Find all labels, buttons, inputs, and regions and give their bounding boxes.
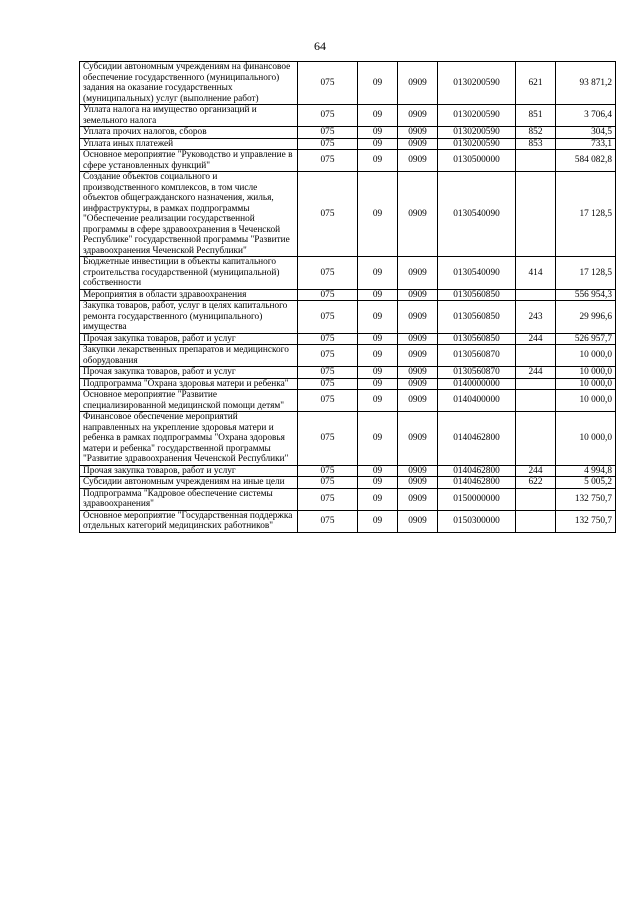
target-article-code: 0130560850 bbox=[438, 301, 516, 334]
amount-value: 29 996,6 bbox=[556, 301, 616, 334]
table-row bbox=[80, 301, 616, 334]
section-code: 09 bbox=[358, 367, 398, 379]
expense-type-code: 414 bbox=[516, 257, 556, 290]
expense-name: Бюджетные инвестиции в объекты капитального строительства государственной (муниципальной) собственности bbox=[80, 257, 298, 290]
target-article-code: 0130200590 bbox=[438, 62, 516, 105]
section-code: 09 bbox=[358, 510, 398, 532]
expense-type-code: 244 bbox=[516, 465, 556, 477]
target-article-code: 0140400000 bbox=[438, 390, 516, 412]
expense-type-code bbox=[516, 510, 556, 532]
amount-value: 10 000,0 bbox=[556, 390, 616, 412]
amount-value: 4 994,8 bbox=[556, 465, 616, 477]
amount-value: 304,5 bbox=[556, 127, 616, 139]
amount-value: 10 000,0 bbox=[556, 345, 616, 367]
ministry-code: 075 bbox=[298, 367, 358, 379]
section-code: 09 bbox=[358, 138, 398, 150]
expense-name: Основное мероприятие "Развитие специализированной медицинской помощи детям" bbox=[80, 390, 298, 412]
section-code: 09 bbox=[358, 150, 398, 172]
expense-name: Основное мероприятие "Руководство и управление в сфере установленных функций" bbox=[80, 150, 298, 172]
section-code: 09 bbox=[358, 465, 398, 477]
subsection-code: 0909 bbox=[398, 257, 438, 290]
section-code: 09 bbox=[358, 257, 398, 290]
section-code: 09 bbox=[358, 412, 398, 466]
table-row bbox=[80, 150, 616, 172]
expense-type-code bbox=[516, 378, 556, 390]
expense-type-code: 243 bbox=[516, 301, 556, 334]
target-article-code: 0140462800 bbox=[438, 465, 516, 477]
subsection-code: 0909 bbox=[398, 150, 438, 172]
expense-type-code bbox=[516, 488, 556, 510]
table-row bbox=[80, 412, 616, 466]
section-code: 09 bbox=[358, 333, 398, 345]
target-article-code: 0130560870 bbox=[438, 345, 516, 367]
expense-name: Закупка товаров, работ, услуг в целях капитального ремонта государственного (муниципального) имущества bbox=[80, 301, 298, 334]
expense-type-code bbox=[516, 172, 556, 257]
subsection-code: 0909 bbox=[398, 488, 438, 510]
table-row bbox=[80, 510, 616, 532]
ministry-code: 075 bbox=[298, 378, 358, 390]
amount-value: 93 871,2 bbox=[556, 62, 616, 105]
section-code: 09 bbox=[358, 62, 398, 105]
section-code: 09 bbox=[358, 289, 398, 301]
target-article-code: 0130560850 bbox=[438, 333, 516, 345]
subsection-code: 0909 bbox=[398, 465, 438, 477]
amount-value: 10 000,0 bbox=[556, 367, 616, 379]
table-row bbox=[80, 62, 616, 105]
subsection-code: 0909 bbox=[398, 367, 438, 379]
subsection-code: 0909 bbox=[398, 510, 438, 532]
table-row bbox=[80, 477, 616, 489]
target-article-code: 0150300000 bbox=[438, 510, 516, 532]
ministry-code: 075 bbox=[298, 345, 358, 367]
table-row bbox=[80, 172, 616, 257]
amount-value: 132 750,7 bbox=[556, 488, 616, 510]
amount-value: 556 954,3 bbox=[556, 289, 616, 301]
amount-value: 3 706,4 bbox=[556, 105, 616, 127]
section-code: 09 bbox=[358, 172, 398, 257]
expense-name: Прочая закупка товаров, работ и услуг bbox=[80, 367, 298, 379]
subsection-code: 0909 bbox=[398, 172, 438, 257]
expense-name: Прочая закупка товаров, работ и услуг bbox=[80, 465, 298, 477]
expense-type-code: 852 bbox=[516, 127, 556, 139]
table-row bbox=[80, 105, 616, 127]
budget-table bbox=[79, 61, 616, 533]
target-article-code: 0130540090 bbox=[438, 172, 516, 257]
expense-name: Подпрограмма "Кадровое обеспечение системы здравоохранения" bbox=[80, 488, 298, 510]
target-article-code: 0130500000 bbox=[438, 150, 516, 172]
subsection-code: 0909 bbox=[398, 345, 438, 367]
subsection-code: 0909 bbox=[398, 289, 438, 301]
section-code: 09 bbox=[358, 105, 398, 127]
amount-value: 17 128,5 bbox=[556, 172, 616, 257]
expense-type-code: 244 bbox=[516, 367, 556, 379]
table-row bbox=[80, 378, 616, 390]
expense-type-code bbox=[516, 412, 556, 466]
expense-type-code: 244 bbox=[516, 333, 556, 345]
expense-name: Мероприятия в области здравоохранения bbox=[80, 289, 298, 301]
subsection-code: 0909 bbox=[398, 301, 438, 334]
ministry-code: 075 bbox=[298, 172, 358, 257]
section-code: 09 bbox=[358, 477, 398, 489]
subsection-code: 0909 bbox=[398, 390, 438, 412]
ministry-code: 075 bbox=[298, 465, 358, 477]
target-article-code: 0130200590 bbox=[438, 138, 516, 150]
amount-value: 5 005,2 bbox=[556, 477, 616, 489]
section-code: 09 bbox=[358, 127, 398, 139]
ministry-code: 075 bbox=[298, 127, 358, 139]
table-row bbox=[80, 390, 616, 412]
subsection-code: 0909 bbox=[398, 138, 438, 150]
target-article-code: 0130560850 bbox=[438, 289, 516, 301]
ministry-code: 075 bbox=[298, 488, 358, 510]
table-row bbox=[80, 257, 616, 290]
expense-name: Прочая закупка товаров, работ и услуг bbox=[80, 333, 298, 345]
subsection-code: 0909 bbox=[398, 378, 438, 390]
target-article-code: 0130200590 bbox=[438, 127, 516, 139]
subsection-code: 0909 bbox=[398, 333, 438, 345]
expense-name: Субсидии автономным учреждениям на финансовое обеспечение государственного (муниципального) задания на оказание государственных (муниципальных) услуг (выполнение работ) bbox=[80, 62, 298, 105]
amount-value: 132 750,7 bbox=[556, 510, 616, 532]
table-row bbox=[80, 138, 616, 150]
subsection-code: 0909 bbox=[398, 127, 438, 139]
table-row bbox=[80, 345, 616, 367]
ministry-code: 075 bbox=[298, 150, 358, 172]
table-row bbox=[80, 465, 616, 477]
table-row bbox=[80, 127, 616, 139]
ministry-code: 075 bbox=[298, 138, 358, 150]
section-code: 09 bbox=[358, 378, 398, 390]
subsection-code: 0909 bbox=[398, 105, 438, 127]
expense-type-code: 851 bbox=[516, 105, 556, 127]
expense-type-code: 621 bbox=[516, 62, 556, 105]
ministry-code: 075 bbox=[298, 257, 358, 290]
expense-name: Уплата иных платежей bbox=[80, 138, 298, 150]
amount-value: 526 957,7 bbox=[556, 333, 616, 345]
ministry-code: 075 bbox=[298, 390, 358, 412]
expense-name: Финансовое обеспечение мероприятий направленных на укрепление здоровья матери и ребенка в рамках подпрограммы "Охрана здоровья матери и ребенка" государственной программы "Развитие здравоохранения Чеченской Республики" bbox=[80, 412, 298, 466]
expense-type-code: 853 bbox=[516, 138, 556, 150]
expense-type-code bbox=[516, 345, 556, 367]
expense-name: Уплата прочих налогов, сборов bbox=[80, 127, 298, 139]
ministry-code: 075 bbox=[298, 477, 358, 489]
section-code: 09 bbox=[358, 345, 398, 367]
page-number: 64 bbox=[314, 39, 326, 53]
subsection-code: 0909 bbox=[398, 62, 438, 105]
table-row bbox=[80, 333, 616, 345]
subsection-code: 0909 bbox=[398, 412, 438, 466]
expense-name: Создание объектов социального и производственного комплексов, в том числе объектов общегражданского назначения, жилья, инфраструктуры, в рамках подпрограммы "Обеспечение реализации государственной программы в сфере здравоохранения в Чеченской Республике" государственной программы "Развитие здравоохранения Чеченской Республики" bbox=[80, 172, 298, 257]
expense-name: Уплата налога на имущество организаций и земельного налога bbox=[80, 105, 298, 127]
section-code: 09 bbox=[358, 390, 398, 412]
ministry-code: 075 bbox=[298, 62, 358, 105]
amount-value: 733,1 bbox=[556, 138, 616, 150]
expense-name: Основное мероприятие "Государственная поддержка отдельных категорий медицинских работников" bbox=[80, 510, 298, 532]
table-row bbox=[80, 367, 616, 379]
expense-type-code bbox=[516, 390, 556, 412]
target-article-code: 0140000000 bbox=[438, 378, 516, 390]
ministry-code: 075 bbox=[298, 333, 358, 345]
ministry-code: 075 bbox=[298, 510, 358, 532]
section-code: 09 bbox=[358, 488, 398, 510]
amount-value: 10 000,0 bbox=[556, 378, 616, 390]
target-article-code: 0130540090 bbox=[438, 257, 516, 290]
table-row bbox=[80, 488, 616, 510]
expense-type-code bbox=[516, 150, 556, 172]
expense-type-code bbox=[516, 289, 556, 301]
target-article-code: 0150000000 bbox=[438, 488, 516, 510]
subsection-code: 0909 bbox=[398, 477, 438, 489]
expense-name: Подпрограмма "Охрана здоровья матери и ребенка" bbox=[80, 378, 298, 390]
expense-name: Закупки лекарственных препаратов и медицинского оборудования bbox=[80, 345, 298, 367]
ministry-code: 075 bbox=[298, 289, 358, 301]
expense-name: Субсидии автономным учреждениям на иные цели bbox=[80, 477, 298, 489]
expense-type-code: 622 bbox=[516, 477, 556, 489]
amount-value: 584 082,8 bbox=[556, 150, 616, 172]
table-row bbox=[80, 289, 616, 301]
target-article-code: 0140462800 bbox=[438, 412, 516, 466]
ministry-code: 075 bbox=[298, 105, 358, 127]
section-code: 09 bbox=[358, 301, 398, 334]
ministry-code: 075 bbox=[298, 412, 358, 466]
amount-value: 10 000,0 bbox=[556, 412, 616, 466]
target-article-code: 0130200590 bbox=[438, 105, 516, 127]
target-article-code: 0130560870 bbox=[438, 367, 516, 379]
target-article-code: 0140462800 bbox=[438, 477, 516, 489]
amount-value: 17 128,5 bbox=[556, 257, 616, 290]
ministry-code: 075 bbox=[298, 301, 358, 334]
